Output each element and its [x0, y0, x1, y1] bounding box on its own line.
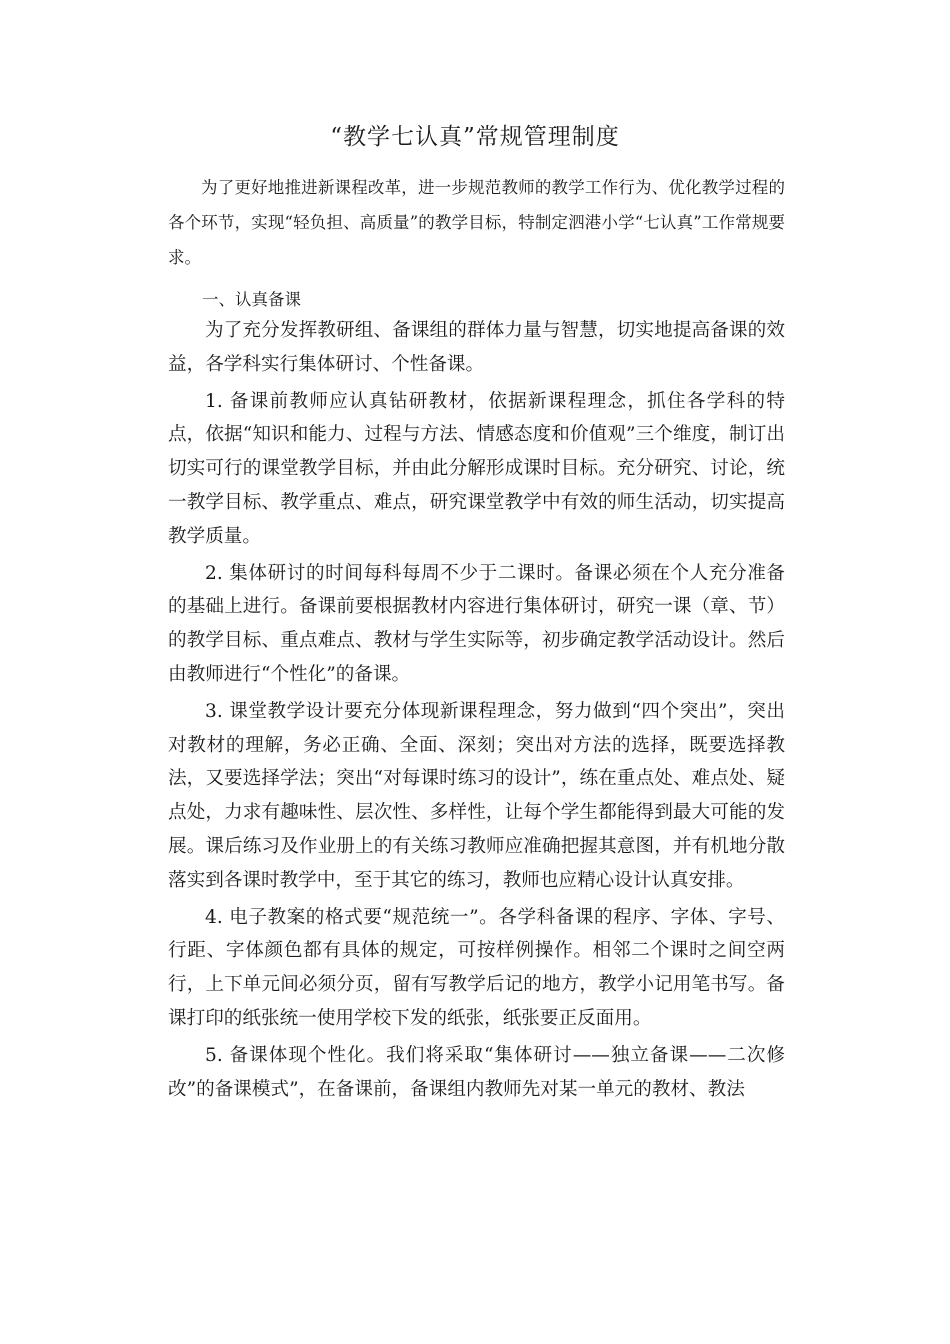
body-paragraph: 2. 集体研讨的时间每科每周不少于二课时。备课必须在个人充分准备的基础上进行。备课前要根据教材内容进行集体研讨，研究一课（章、节）的教学目标、重点难点、教材与学生实际等，初步确定教学活动设计。然后由教师进行“个性化”的备课。: [168, 562, 785, 685]
body-paragraph: 1. 备课前教师应认真钻研教材，依据新课程理念，抓住各学科的特点，依据“知识和能力、过程与方法、情感态度和价值观”三个维度，制订出切实可行的课堂教学目标，并由此分解形成课时目标。充分研究、讨论，统一教学目标、教学重点、难点，研究课堂教学中有效的师生活动，切实提高教学质量。: [168, 390, 785, 547]
body-paragraph: 5. 备课体现个性化。我们将采取“集体研讨——独立备课——二次修改”的备课模式”，在备课前，备课组内教师先对某一单元的教材、教法: [168, 1044, 785, 1100]
section-body: [168, 314, 785, 1109]
document-title: “教学七认真”常规管理制度: [330, 124, 620, 150]
intro-paragraph: 为了更好地推进新课程改革，进一步规范教师的教学工作行为、优化教学过程的各个环节，实现“轻负担、高质量”的教学目标，特制定泗港小学“七认真”工作常规要求。: [168, 178, 785, 267]
body-paragraph: 3. 课堂教学设计要充分体现新课程理念，努力做到“四个突出”，突出对教材的理解，务必正确、全面、深刻；突出对方法的选择，既要选择教法，又要选择学法；突出“对每课时练习的设计”，练在重点处、难点处、疑点处，力求有趣味性、层次性、多样性，让每个学生都能得到最大可能的发展。课后练习及作业册上的有关练习教师应准确把握其意图，并有机地分散落实到各课时教学中，至于其它的练习，教师也应精心设计认真安排。: [168, 700, 785, 891]
body-paragraph: 4. 电子教案的格式要“规范统一”。各学科备课的程序、字体、字号、行距、字体颜色都有具体的规定，可按样例操作。相邻二个课时之间空两行，上下单元间必须分页，留有写教学后记的地方，教学小记用笔书写。备课打印的纸张统一使用学校下发的纸张，纸张要正反面用。: [168, 906, 785, 1029]
section-heading-lesson-prep: 一、认真备课: [202, 290, 301, 309]
body-paragraph: 为了充分发挥教研组、备课组的群体力量与智慧，切实地提高备课的效益，各学科实行集体研讨、个性备课。: [168, 320, 785, 375]
